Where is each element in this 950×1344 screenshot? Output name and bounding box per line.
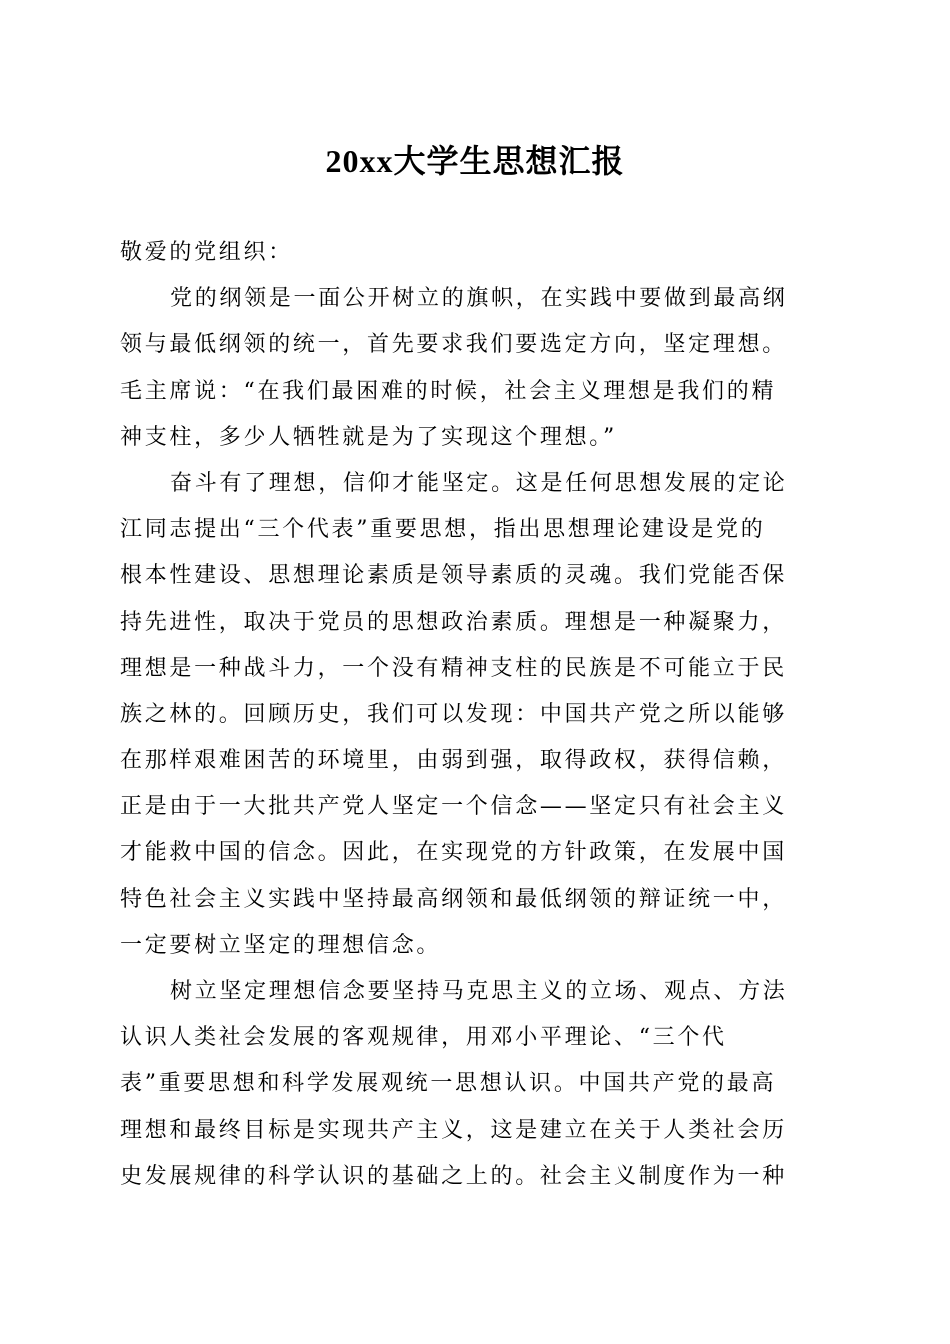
paragraph-1-line-4: 神支柱，多少人牺牲就是为了实现这个理想。” — [120, 424, 617, 450]
paragraph-1-line-3: 毛主席说：“在我们最困难的时候，社会主义理想是我们的精 — [120, 378, 777, 404]
paragraph-2-line-3: 根本性建设、思想理论素质是领导素质的灵魂。我们党能否保 — [120, 563, 787, 589]
paragraph-3-line-4: 理想和最终目标是实现共产主义，这是建立在关于人类社会历 — [120, 1117, 787, 1143]
paragraph-2-line-2: 江同志提出“三个代表”重要思想，指出思想理论建设是党的 — [120, 517, 766, 543]
paragraph-3-line-1: 树立坚定理想信念要坚持马克思主义的立场、观点、方法 — [170, 979, 788, 1004]
paragraph-2-line-6: 族之林的。回顾历史，我们可以发现：中国共产党之所以能够 — [120, 701, 787, 727]
paragraph-2-line-7: 在那样艰难困苦的环境里，由弱到强，取得政权，获得信赖， — [120, 748, 787, 774]
paragraph-1-line-2: 领与最低纲领的统一，首先要求我们要选定方向，坚定理想。 — [120, 332, 787, 358]
salutation-line: 敬爱的党组织： — [120, 240, 293, 265]
paragraph-3-line-5: 史发展规律的科学认识的基础之上的。社会主义制度作为一种 — [120, 1163, 787, 1189]
paragraph-2-line-11: 一定要树立坚定的理想信念。 — [120, 932, 442, 958]
paragraph-2-line-9: 才能救中国的信念。因此，在实现党的方针政策，在发展中国 — [120, 840, 787, 866]
paragraph-1-line-1: 党的纲领是一面公开树立的旗帜，在实践中要做到最高纲 — [170, 286, 788, 312]
paragraph-3-line-2: 认识人类社会发展的客观规律，用邓小平理论、“三个代 — [120, 1025, 727, 1051]
paragraph-2-line-8: 正是由于一大批共产党人坚定一个信念——坚定只有社会主义 — [120, 794, 787, 820]
document-body — [120, 230, 824, 1200]
paragraph-2-line-1: 奋斗有了理想，信仰才能坚定。这是任何思想发展的定论 — [170, 470, 788, 496]
paragraph-2-line-5: 理想是一种战斗力，一个没有精神支柱的民族是不可能立于民 — [120, 655, 787, 681]
paragraph-3-line-3: 表”重要思想和科学发展观统一思想认识。中国共产党的最高 — [120, 1071, 777, 1097]
paragraph-2-line-10: 特色社会主义实践中坚持最高纲领和最低纲领的辩证统一中， — [120, 886, 787, 912]
document-title: 20xx大学生思想汇报 — [325, 143, 625, 179]
paragraph-2-line-4: 持先进性，取决于党员的思想政治素质。理想是一种凝聚力， — [120, 609, 787, 635]
